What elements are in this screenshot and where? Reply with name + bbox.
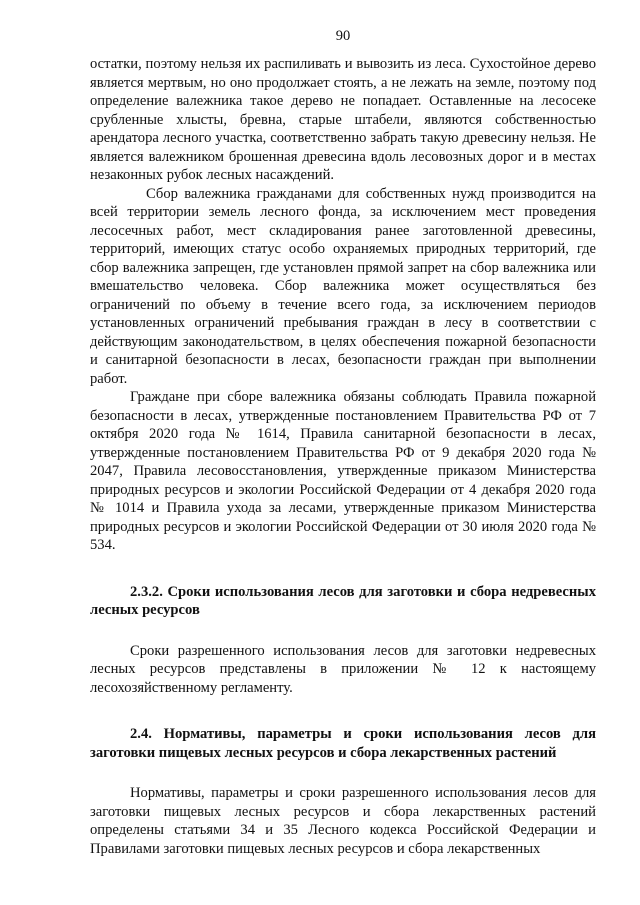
section-2-3-2-body: Сроки разрешенного использования лесов для заготовки недревесных лесных ресурсов представлены в приложении № 12 к настоящему лесохозяйственному регламенту. <box>90 642 596 696</box>
spacer <box>90 620 596 642</box>
paragraph-citizen-obligations: Граждане при сборе валежника обязаны соблюдать Правила пожарной безопасности в лесах, утвержденные постановлением Правительства РФ от 7 октября 2020 года № 1614, Правила санитарной безопасности в лесах, утвержденные постановлением Правительства РФ от 9 декабря 2020 года № 2047, Правила лесовосстановления, утвержденные приказом Министерства природных ресурсов и экологии Российской Федерации от 4 декабря 2020 года № 1014 и Правила ухода за лесами, утвержденные приказом Министерства природных ресурсов и экологии Российской Федерации от 30 июля 2020 года № 534. <box>90 389 596 553</box>
paragraph-deadwood-definition: остатки, поэтому нельзя их распиливать и вывозить из леса. Сухостойное дерево является мертвым, но оно продолжает стоять, а не лежать на земле, поэтому под определение валежника такое дерево не попадает. Оставленные на лесосеке срубленные хлысты, бревна, старые штабели, являются собственностью арендатора лесного участка, соответственно забрать такую древесину нельзя. Не является валежником брошенная древесина вдоль лесовозных дорог и в местах незаконных рубок лесных насаждений. <box>90 56 596 183</box>
page-number: 90 <box>335 28 351 44</box>
spacer <box>90 762 596 784</box>
spacer <box>90 555 596 583</box>
section-heading-2-3-2: 2.3.2. Сроки использования лесов для заготовки и сбора недревесных лесных ресурсов <box>90 583 596 618</box>
paragraph-deadwood-collection: Сбор валежника гражданами для собственных нужд производится на всей территории земель лесного фонда, за исключением мест проведения лесосечных работ, мест складирования ранее заготовленной древесины, территорий, имеющих статус особо охраняемых природных территорий, где сбор валежника запрещен, где установлен прямой запрет на сбор валежника или вмешательство человека. Сбор валежника может осуществляться без ограничений по объему в течение всего года, за исключением периодов установленных ограничений пребывания граждан в лесу в соответствии с действующим законодательством, в целях обеспечения пожарной безопасности и санитарной безопасности в лесах, безопасности граждан при выполнении работ. <box>90 185 596 387</box>
spacer <box>90 697 596 725</box>
section-heading-2-4: 2.4. Нормативы, параметры и сроки использования лесов для заготовки пищевых лесных ресурсов и сбора лекарственных растений <box>90 726 596 761</box>
section-2-4-body: Нормативы, параметры и сроки разрешенного использования лесов для заготовки пищевых лесных ресурсов и сбора лекарственных растений определены статьями 34 и 35 Лесного кодекса Российской Федерации и Правилами заготовки пищевых лесных ресурсов и сбора лекарственных <box>90 785 596 857</box>
